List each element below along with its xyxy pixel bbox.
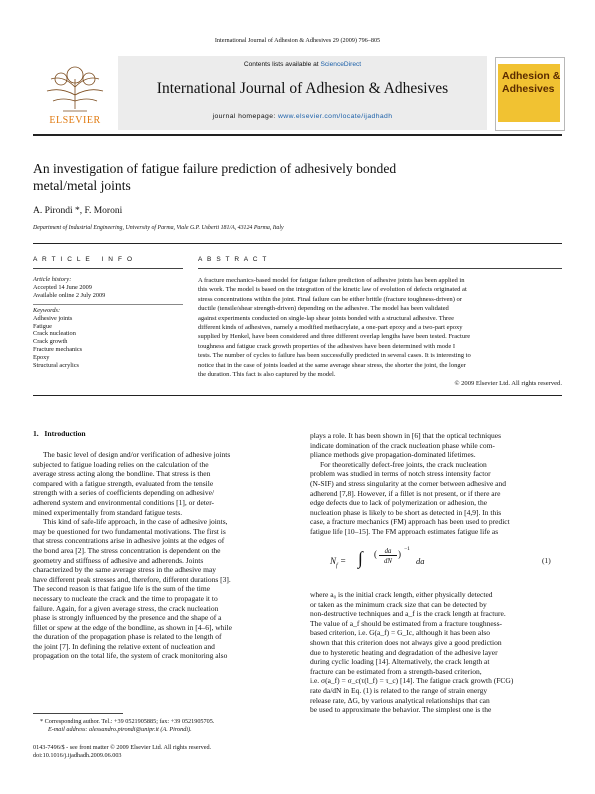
body-line: mined experimentally from standard fatigue tests.: [33, 507, 183, 517]
affiliation: Department of Industrial Engineering, University of Parma, Viale G.P. Usberti 181/A, 43124 Parma, Italy: [33, 225, 284, 231]
footnote-corresponding: * Corresponding author. Tel.: +39 0521905885; fax: +39 0521905705.: [40, 718, 215, 725]
abstract-line: the duration. This fact is also captured by the model.: [198, 371, 336, 379]
eq-paren-open: (: [374, 549, 377, 559]
body-line: necessary to nucleate the crack and the time to propagate it to: [33, 593, 218, 603]
body-line: be used to approximate the behavior. The simplest one is the: [310, 705, 492, 715]
keyword: Fatigue: [33, 322, 52, 330]
sciencedirect-link[interactable]: ScienceDirect: [320, 61, 362, 68]
body-line: average stress acting along the bondline. That stress is then: [33, 469, 211, 479]
article-history: [33, 276, 183, 299]
article-title-line1: An investigation of fatigue failure prediction of adhesively bonded: [33, 161, 397, 176]
abstract-heading: A B S T R A C T: [198, 256, 268, 263]
body-line: fracture can be estimated from a strength-based criterion,: [310, 666, 482, 676]
body-line: due to hysteretic heating and degradation of the adhesive layer: [310, 647, 498, 657]
footnote-rule: [33, 713, 123, 714]
body-line: This kind of safe-life approach, in the case of adhesive joints,: [43, 517, 228, 527]
abstract-line: supplied by Henkel, have been considered and three different overlap lengths have been tested. Fracture: [198, 333, 471, 341]
homepage-prefix: journal homepage:: [212, 113, 278, 120]
body-line: or taken as the minimum crack size that can be detected by: [310, 599, 487, 609]
cover-title-line2: Adhesives: [502, 83, 555, 95]
body-line: The second reason is that fatigue life is the sum of the time: [33, 584, 211, 594]
history-rule: [33, 304, 183, 305]
abstract-line: toughness and fatigue crack growth properties of the adhesives have been determined with mode I: [198, 342, 456, 350]
body-line: failure. Again, for a given average stress, the crack nucleation: [33, 603, 219, 613]
cover-title-line1: Adhesion &: [502, 70, 561, 82]
article-info-heading: A R T I C L E I N F O: [33, 256, 134, 263]
equation-lhs: $N_f$ =: [330, 556, 347, 569]
keyword: Adhesive joints: [33, 314, 73, 322]
body-line: characterized by the same average stress in the adhesive may: [33, 565, 217, 575]
body-line: where a₀ is the initial crack length, either physically detected: [310, 590, 493, 599]
right-column-bottom: [310, 590, 562, 715]
article-info-rule: [33, 268, 183, 269]
eq-exponent: −1: [404, 546, 410, 552]
body-line: geometry and stiffness of adhesive and adherends. Joints: [33, 555, 204, 565]
body-line: strength with a series of coefficients depending on adhesive/: [33, 488, 215, 498]
body-line: adherend system and environmental conditions [1], or deter-: [33, 497, 215, 507]
abstract-line: tests. The number of cycles to failure has been successfully predicted in several cases. It is interesting to: [198, 352, 471, 360]
body-line: subjected to fatigue loading relies on the calculation of the: [33, 459, 209, 469]
left-column: [33, 450, 285, 661]
body-line: adherend [7,8]. However, if a fillet is not present, or if there are: [310, 488, 501, 498]
body-line: (N-SIF) and stress singularity at the corner between adhesive and: [310, 478, 506, 488]
abstract-line: this work. The model is based on the integration of the kinetic law of evolution of defects originated at: [198, 286, 467, 294]
body-line: nucleation phase is likely to be short as detected in [4,9]. In this: [310, 507, 502, 517]
body-line: non-destructive techniques and a_f is the crack length at fracture.: [310, 609, 506, 619]
body-line: fatigue life [10–15]. The FM approach estimates fatigue life as: [310, 526, 499, 536]
keyword: Fracture mechanics: [33, 345, 83, 353]
body-line: may be questioned for two fundamental motivations. The first is: [33, 526, 226, 536]
elsevier-logo: [33, 57, 117, 129]
body-line: have different peak stresses and, therefore, different durations [3].: [33, 574, 231, 584]
body-line: indicate domination of the crack nucleation phase while com-: [310, 440, 495, 450]
eq-denominator: dN: [384, 558, 392, 565]
eq-paren-close: ): [398, 549, 401, 559]
publisher-name: ELSEVIER: [49, 115, 101, 126]
masthead-rule: [33, 134, 562, 136]
body-line: plays a role. It has been shown in [6] that the optical techniques: [310, 431, 501, 440]
article-title-line2: metal/metal joints: [33, 178, 131, 193]
body-line: For theoretically defect-free joints, the crack nucleation: [320, 459, 487, 469]
journal-cover: [495, 57, 565, 131]
body-line: the bond area [2]. The stress concentration is dependent on the: [33, 545, 221, 555]
body-line: release rate, ΔG, by various analytical relationships that can: [310, 695, 490, 705]
keyword: Structural acrylics: [33, 361, 79, 369]
keywords-label: Keywords:: [33, 307, 61, 314]
body-line: rate da/dN in Eq. (1) is related to the range of strain energy: [310, 685, 488, 695]
abstract-text: [198, 276, 562, 379]
eq-lhs-symbol: N: [330, 556, 337, 566]
body-line: that stress concentrations arise in adhesive joints at the edges of: [33, 536, 225, 546]
body-line: The basic level of design and/or verification of adhesive joints: [43, 450, 231, 459]
journal-title: International Journal of Adhesion & Adhesives: [156, 80, 449, 97]
abstract-line: different kinds of adhesives, namely a modified methacrylate, a one-part epoxy and a two-part epoxy: [198, 324, 463, 332]
body-line: based criterion, i.e. G(a_f) = G_Ic, although it has been also: [310, 628, 491, 638]
homepage-line: [118, 113, 487, 120]
abstract-rule: [198, 268, 562, 269]
body-line: fillet or spew at the edge of the bondline, as shown in [4–6], while: [33, 622, 232, 632]
body-line: The value of a_f should be estimated from a fracture toughness-: [310, 618, 503, 628]
running-header: International Journal of Adhesion & Adhesives 29 (2009) 796–805: [214, 37, 381, 44]
body-line: propagation on the total life, the system of crack monitoring also: [33, 651, 228, 661]
body-line: during cyclic loading [14]. Alternatively, the crack length at: [310, 657, 490, 667]
body-line: edge defects due to lack of polymerization or adhesion, the: [310, 498, 488, 508]
eq-differential: da: [416, 556, 425, 566]
article-title: [33, 160, 553, 194]
body-line: shown that this criterion does not always give a good prediction: [310, 637, 502, 647]
body-line: case, a fracture mechanics (FM) approach has been used to predict: [310, 517, 510, 527]
section-heading: 1. Introduction: [33, 429, 86, 438]
body-line: pliance methods give propagation-dominated lifetimes.: [310, 450, 476, 460]
abstract-line: ductile (tensile/shear strength-driven) depending on the adhesive. The model has been validated: [198, 305, 449, 313]
abstract-line: stress concentrations within the joint. Final failure can be either brittle (fracture toughness-driven) or: [198, 295, 462, 303]
history-label: Article history:: [33, 276, 72, 283]
contents-line: [118, 61, 487, 68]
body-line: i.e. σ(a_f) = σ_c(τ(l_f) = τ_c) [14]. The fatigue crack growth (FCG): [310, 676, 514, 686]
body-line: compared with a fatigue strength, evaluated from the tensile: [33, 478, 214, 488]
affiliation-rule: [33, 243, 562, 244]
copyright: © 2009 Elsevier Ltd. All rights reserved.: [454, 380, 562, 387]
contents-prefix: Contents lists available at: [243, 61, 321, 68]
homepage-link[interactable]: www.elsevier.com/locate/ijadhadh: [277, 113, 393, 120]
issn-line: 0143-7496/$ - see front matter © 2009 Elsevier Ltd. All rights reserved.: [33, 744, 212, 751]
right-column-top: [310, 431, 562, 537]
keyword: Crack nucleation: [33, 330, 76, 338]
equation-number: (1): [542, 556, 551, 565]
keywords-block: [33, 307, 183, 369]
eq-integral: ∫: [358, 548, 363, 568]
footnote-email: E-mail address: alessandro.pirondi@unipr.it (A. Pirondi).: [48, 726, 192, 733]
keyword: Epoxy: [33, 353, 50, 361]
accepted-date: Accepted 14 June 2009: [33, 283, 92, 291]
keyword: Crack growth: [33, 338, 68, 346]
doi-line[interactable]: doi:10.1016/j.ijadhadh.2009.06.003: [33, 752, 122, 759]
journal-masthead: [118, 56, 487, 130]
authors: A. Pirondi *, F. Moroni: [33, 206, 123, 216]
body-line: the duration of the propagation phase is related to the length of: [33, 632, 222, 642]
abstract-line: A fracture mechanics-based model for fatigue failure prediction of adhesive joints has been applied in: [198, 277, 465, 284]
abstract-line: against experiments conducted on single-lap shear joints bonded with a structural adhesive. Three: [198, 314, 455, 322]
equation-1: [310, 546, 562, 582]
body-line: problem was studied in terms of notch stress intensity factor: [310, 469, 491, 479]
body-line: the joint [7]. In defining the relative extent of nucleation and: [33, 641, 215, 651]
abstract-end-rule: [33, 395, 562, 396]
available-date: Available online 2 July 2009: [33, 291, 106, 299]
body-line: phase is strongly influenced by the presence and the shape of a: [33, 613, 222, 623]
eq-lhs-sub: f: [336, 562, 338, 569]
abstract-line: notice that in the case of joints loaded at the same average shear stress, the shorter the joint, the longer: [198, 361, 466, 369]
eq-numerator: da: [379, 548, 397, 556]
